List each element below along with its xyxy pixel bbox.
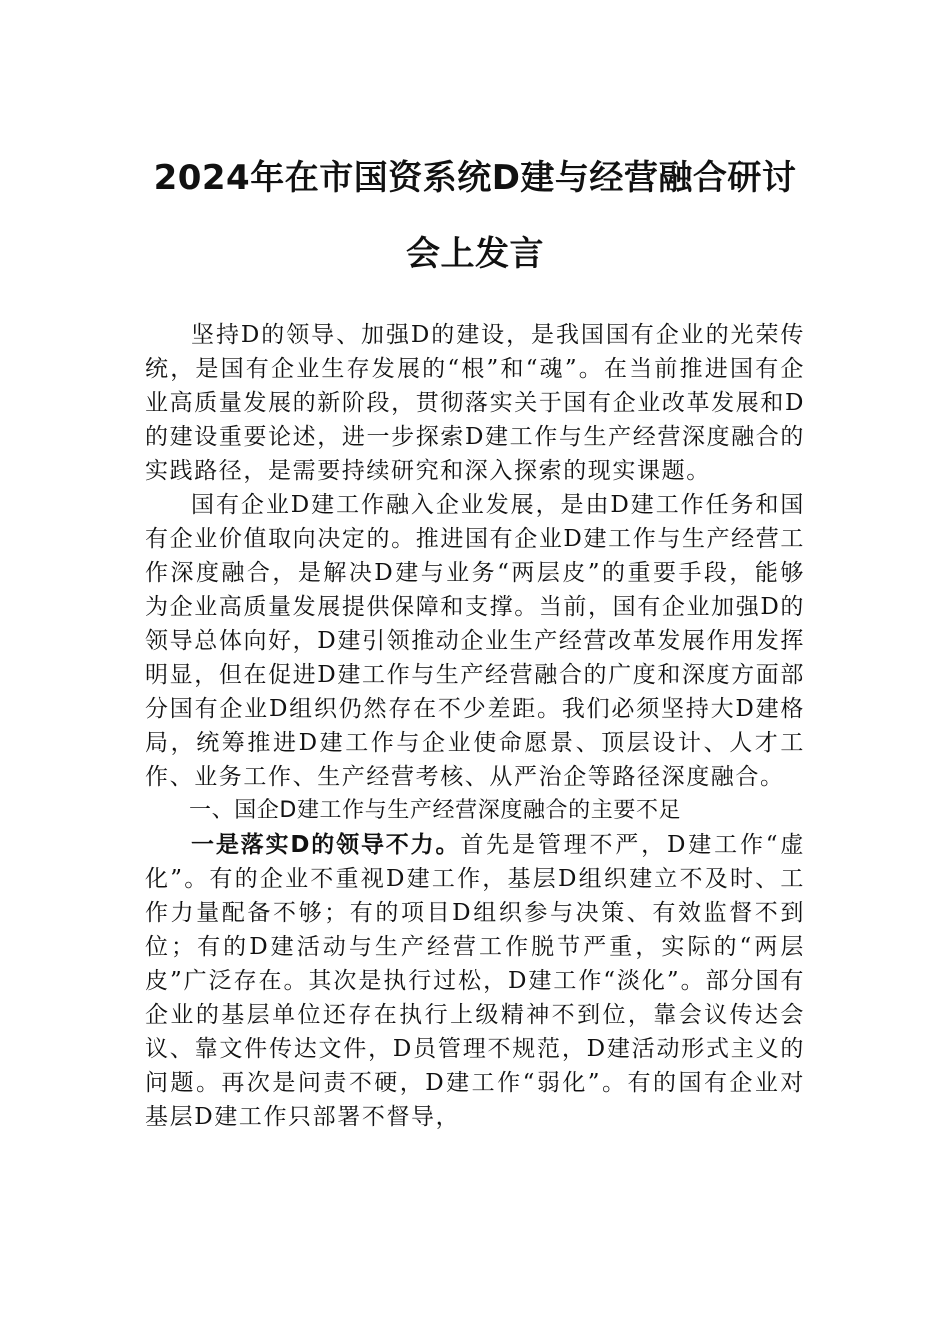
title-line-1: 2024年在市国资系统D建与经营融合研讨 <box>153 158 797 198</box>
title-line-2: 会上发言 <box>406 234 544 274</box>
point-1-text: 首先是管理不严，D建工作“虚化”。有的企业不重视D建工作，基层D组织建立不及时、工作力量配备不够；有的项目D组织参与决策、有效监督不到位；有的D建活动与生产经营工作脱节严重，实际的“两层皮”广泛存在。其次是执行过松，D建工作“淡化”。部分国有企业的基层单位还存在执行上级精神不到位，靠会议传达会议、靠文件传达文件，D员管理不规范，D建活动形式主义的问题。再次是问责不硬，D建工作“弱化”。有的国有企业对基层D建工作只部署不督导， <box>145 832 805 1130</box>
paragraph-intro: 坚持D的领导、加强D的建设，是我国国有企业的光荣传统，是国有企业生存发展的“根”和“魂”。在当前推进国有企业高质量发展的新阶段，贯彻落实关于国有企业改革发展和D的建设重要论述，进一步探索D建工作与生产经营深度融合的实践路径，是需要持续研究和深入探索的现实课题。 <box>145 322 805 484</box>
paragraph-point-1 <box>145 828 805 1134</box>
document-title <box>145 140 805 292</box>
section-heading: 一、国企D建工作与生产经营深度融合的主要不足 <box>189 798 682 823</box>
point-1-lead: 一是落实D的领导不力。 <box>191 832 461 858</box>
document-body <box>145 318 805 1134</box>
paragraph-background: 国有企业D建工作融入企业发展，是由D建工作任务和国有企业价值取向决定的。推进国有企业D建工作与生产经营工作深度融合，是解决D建与业务“两层皮”的重要手段，能够为企业高质量发展提供保障和支撑。当前，国有企业加强D的领导总体向好，D建引领推动企业生产经营改革发展作用发挥明显，但在促进D建工作与生产经营融合的广度和深度方面部分国有企业D组织仍然存在不少差距。我们必须坚持大D建格局，统筹推进D建工作与企业使命愿景、顶层设计、人才工作、业务工作、生产经营考核、从严治企等路径深度融合。 <box>145 492 805 790</box>
